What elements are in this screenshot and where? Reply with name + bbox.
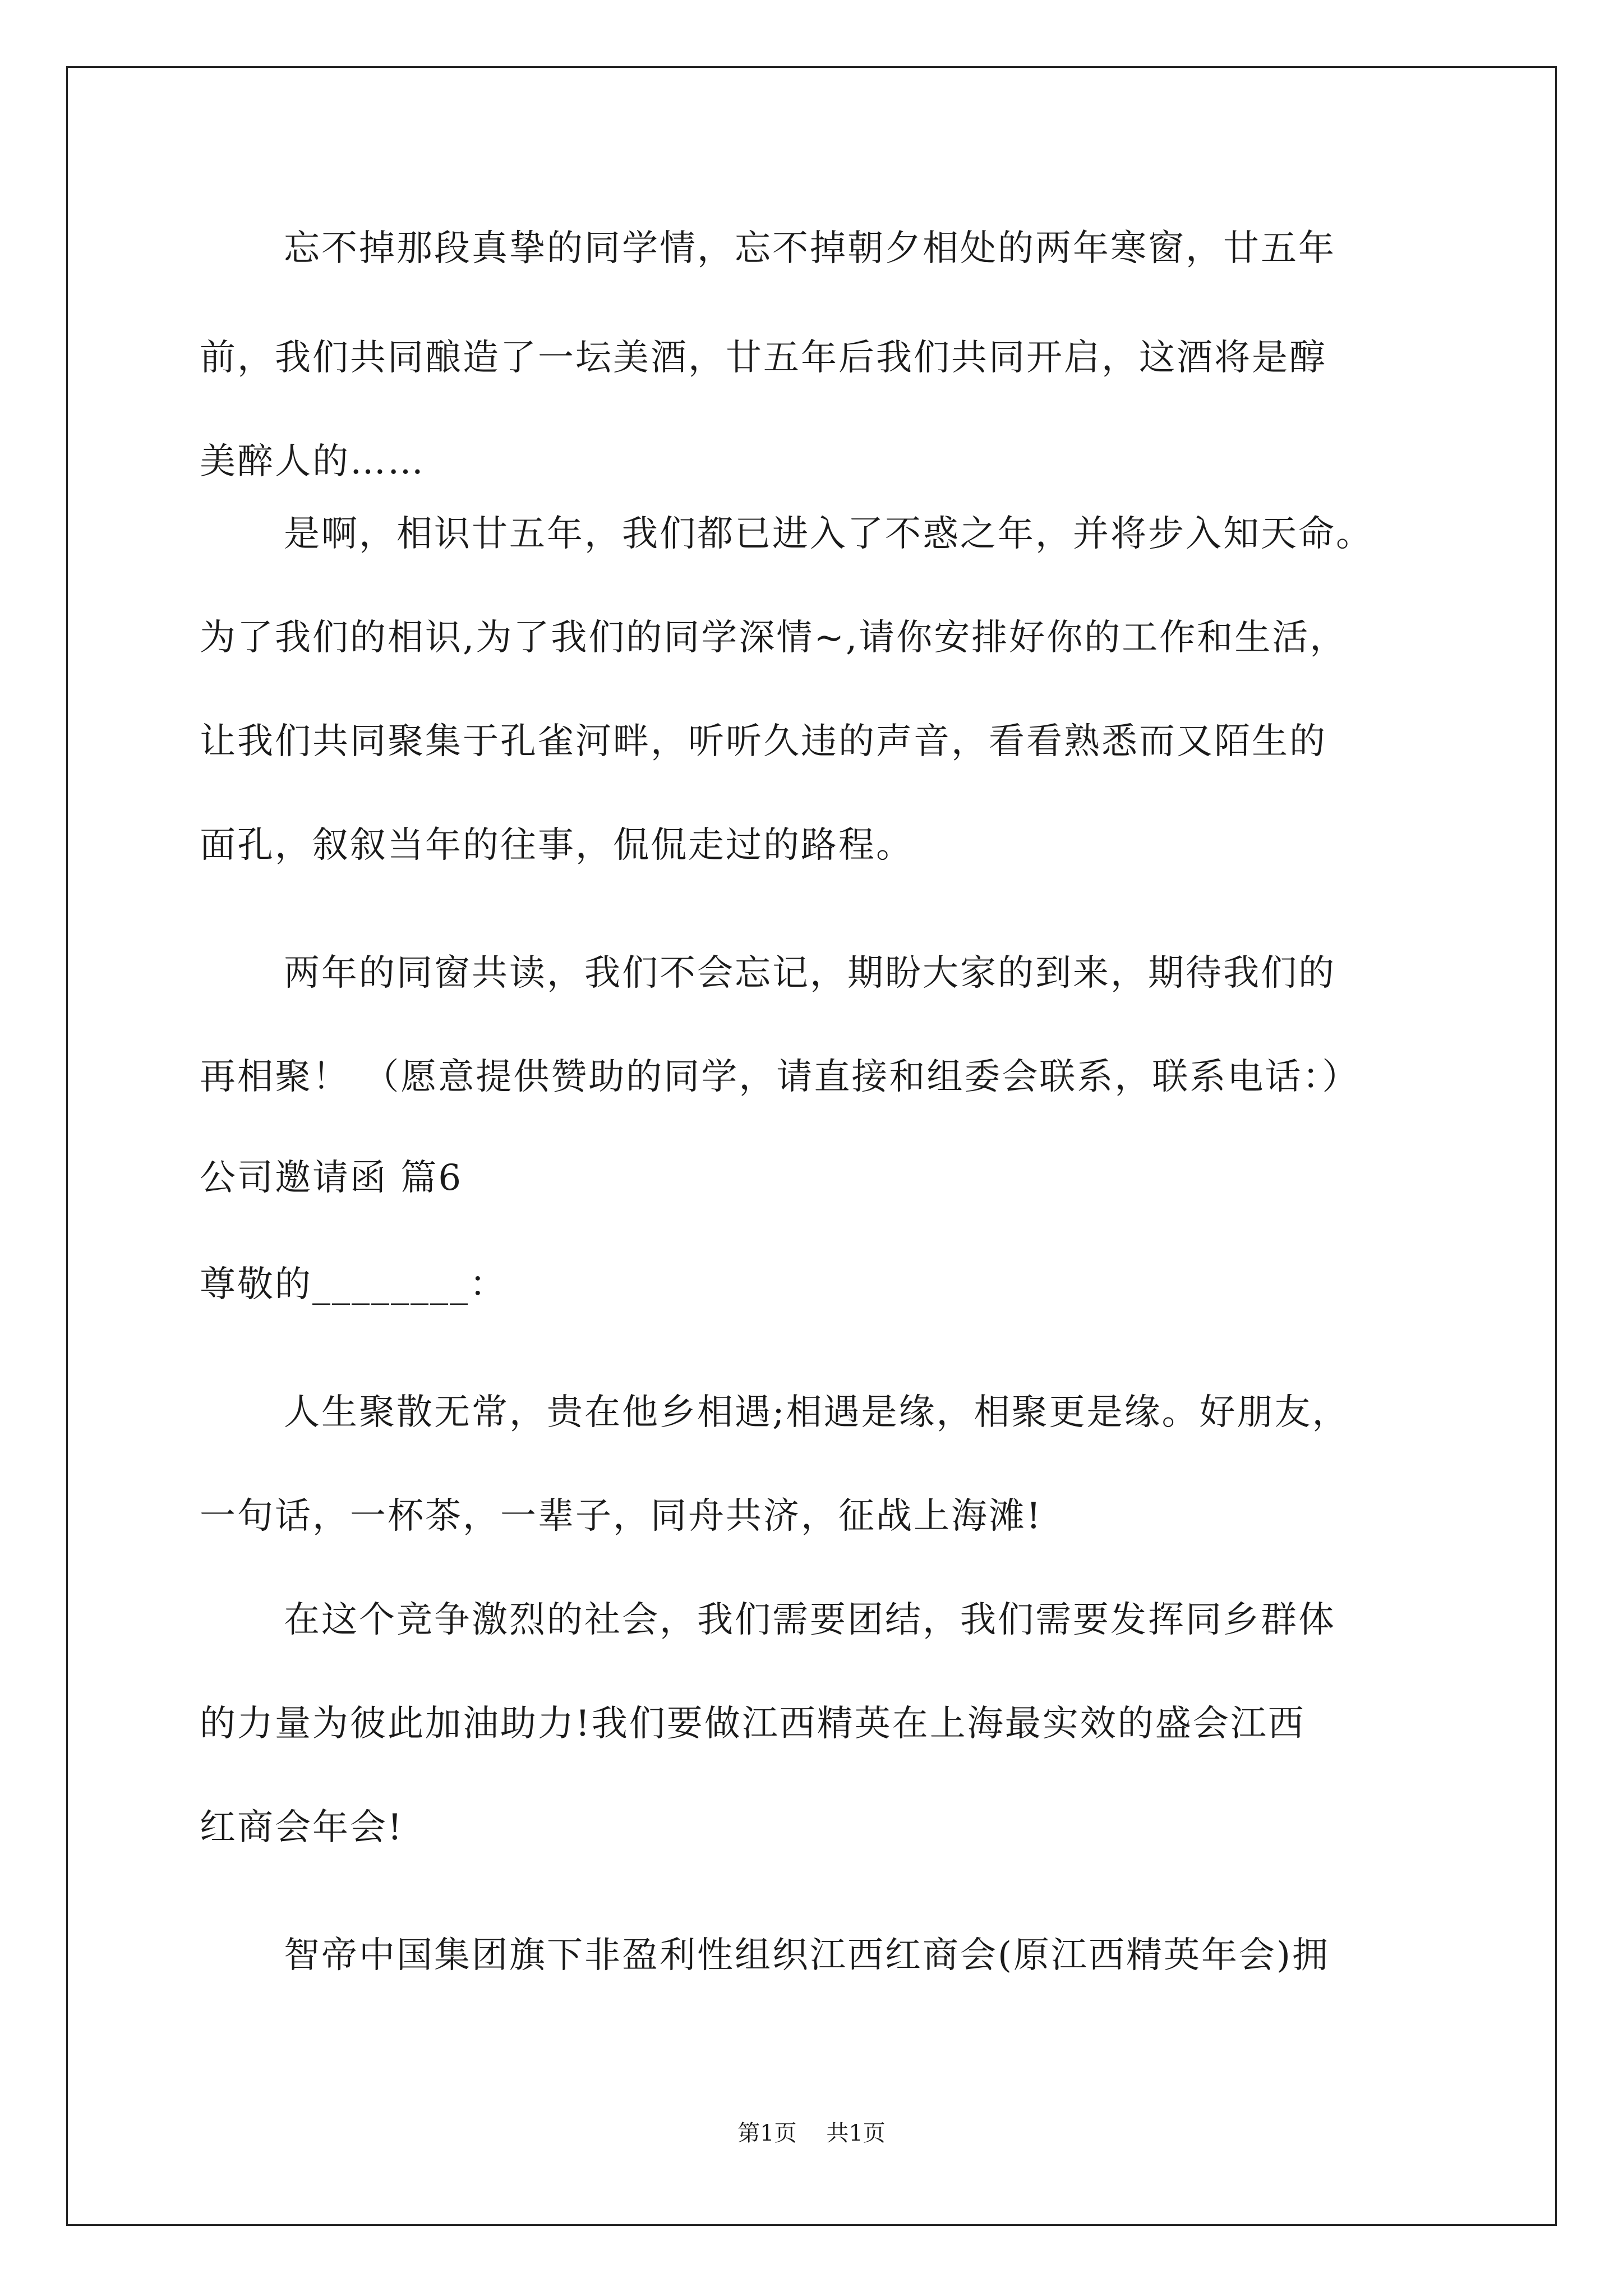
paragraph-line: 为了我们的相识,为了我们的同学深情~,请你安排好你的工作和生活， <box>200 617 1348 659</box>
paragraph-line: 美醉人的…… <box>200 441 425 482</box>
paragraph-line: 让我们共同聚集于孔雀河畔，听听久违的声音，看看熟悉而又陌生的 <box>200 721 1327 762</box>
paragraph-line: 的力量为彼此加油助力!我们要做江西精英在上海最实效的盛会江西 <box>200 1703 1306 1745</box>
paragraph-line: 面孔，叙叙当年的往事，侃侃走过的路程。 <box>200 825 914 866</box>
section-heading: 公司邀请函 篇6 <box>200 1157 463 1199</box>
paragraph-line: 红商会年会! <box>200 1807 404 1848</box>
paragraph-line: 在这个竞争激烈的社会，我们需要团结，我们需要发挥同乡群体 <box>284 1599 1336 1641</box>
paragraph-line: 前，我们共同酿造了一坛美酒，廿五年后我们共同开启，这酒将是醇 <box>200 337 1327 379</box>
paragraph-line: 再相聚！ （愿意提供赞助的同学，请直接和组委会联系，联系电话：） <box>200 1056 1360 1098</box>
paragraph-line: 人生聚散无常，贵在他乡相遇;相遇是缘，相聚更是缘。好朋友， <box>284 1392 1350 1433</box>
paragraph-line: 一句话，一杯茶，一辈子，同舟共济，征战上海滩! <box>200 1496 1043 1537</box>
page-border <box>66 66 1557 2226</box>
paragraph-line: 智帝中国集团旗下非盈利性组织江西红商会(原江西精英年会)拥 <box>284 1935 1330 1976</box>
page-total: 共1页 <box>826 2120 886 2146</box>
salutation: 尊敬的________： <box>200 1264 507 1305</box>
paragraph-line: 忘不掉那段真挚的同学情，忘不掉朝夕相处的两年寒窗，廿五年 <box>284 228 1336 269</box>
page-number: 第1页 <box>737 2120 797 2146</box>
paragraph-line: 是啊，相识廿五年，我们都已进入了不惑之年，并将步入知天命。 <box>284 513 1373 555</box>
page-footer <box>0 2119 1623 2147</box>
paragraph-line: 两年的同窗共读，我们不会忘记，期盼大家的到来，期待我们的 <box>284 953 1336 994</box>
